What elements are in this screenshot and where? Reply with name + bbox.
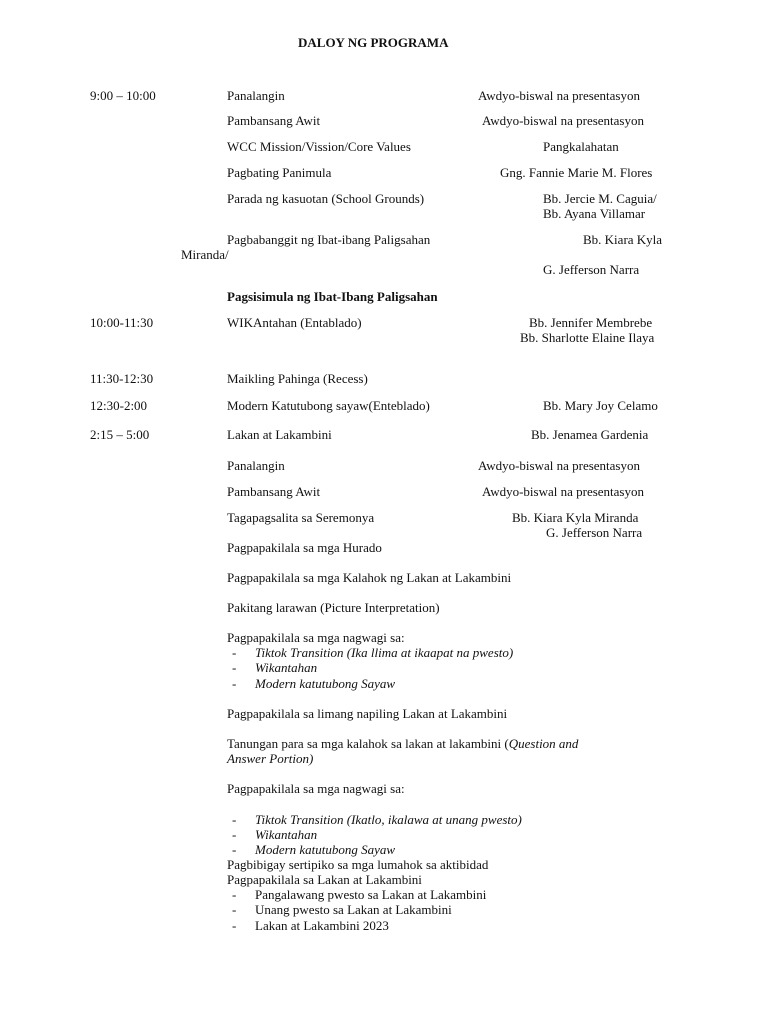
event-person: Pangkalahatan: [543, 139, 619, 154]
event-name: Pagbabanggit ng Ibat-ibang Paligsahan: [227, 232, 431, 247]
list-bullet: -: [232, 676, 237, 691]
list-bullet: -: [232, 645, 237, 660]
event-name: Maikling Pahinga (Recess): [227, 371, 368, 386]
program-item: Pagpapakilala sa limang napiling Lakan at Lakambini: [227, 706, 508, 721]
list-item: Wikantahan: [255, 827, 318, 842]
program-item: Pagpapakilala sa Lakan at Lakambini: [227, 872, 422, 887]
program-item-cont: Answer Portion): [227, 751, 314, 766]
event-person: Bb. Jenamea Gardenia: [531, 427, 649, 442]
program-item-italic: Question and: [508, 736, 579, 751]
list-bullet: -: [232, 842, 237, 857]
event-person: Bb. Ayana Villamar: [543, 206, 646, 221]
event-person: Bb. Sharlotte Elaine Ilaya: [520, 330, 655, 345]
list-item: Tiktok Transition (Ikatlo, ikalawa at unang pwesto): [255, 812, 522, 827]
section-heading: Pagsisimula ng Ibat-Ibang Paligsahan: [227, 289, 438, 304]
list-item: Tiktok Transition (Ika llima at ikaapat na pwesto): [255, 645, 514, 660]
program-item-text: Tanungan para sa mga kalahok sa lakan at lakambini (: [227, 736, 509, 751]
list-item: Modern katutubong Sayaw: [255, 842, 396, 857]
time-slot: 12:30-2:00: [90, 398, 148, 413]
program-item: Pagpapakilala sa mga nagwagi sa:: [227, 630, 405, 645]
page-title: DALOY NG PROGRAMA: [298, 35, 449, 50]
event-person: Awdyo-biswal na presentasyon: [482, 484, 644, 499]
list-bullet: -: [232, 812, 237, 827]
event-name: WCC Mission/Vission/Core Values: [227, 139, 411, 154]
list-bullet: -: [232, 827, 237, 842]
event-name: Panalangin: [227, 88, 285, 103]
time-slot: 11:30-12:30: [90, 371, 154, 386]
event-name: Lakan at Lakambini: [227, 427, 332, 442]
event-name: Modern Katutubong sayaw(Enteblado): [227, 398, 430, 413]
program-item: Pagpapakilala sa mga Kalahok ng Lakan at Lakambini: [227, 570, 512, 585]
program-item: [227, 736, 578, 751]
event-person: Bb. Mary Joy Celamo: [543, 398, 658, 413]
event-name: Tagapagsalita sa Seremonya: [227, 510, 375, 525]
time-slot: 9:00 – 10:00: [90, 88, 156, 103]
time-slot: 2:15 – 5:00: [90, 427, 150, 442]
event-person: Awdyo-biswal na presentasyon: [478, 458, 640, 473]
program-item: Pagpapakilala sa mga nagwagi sa:: [227, 781, 405, 796]
program-item: Pakitang larawan (Picture Interpretation): [227, 600, 440, 615]
list-bullet: -: [232, 918, 237, 933]
event-name: Pagbating Panimula: [227, 165, 332, 180]
program-item: Pagbibigay sertipiko sa mga lumahok sa aktibidad: [227, 857, 489, 872]
event-person: Bb. Kiara Kyla Miranda: [512, 510, 639, 525]
event-name: Pambansang Awit: [227, 484, 321, 499]
event-name: Panalangin: [227, 458, 285, 473]
event-name: Parada ng kasuotan (School Grounds): [227, 191, 425, 206]
event-person: Bb. Jennifer Membrebe: [529, 315, 653, 330]
event-person: Bb. Jercie M. Caguia/: [543, 191, 657, 206]
event-person: G. Jefferson Narra: [546, 525, 643, 540]
event-person: Awdyo-biswal na presentasyon: [482, 113, 644, 128]
event-person: G. Jefferson Narra: [543, 262, 640, 277]
event-person: Gng. Fannie Marie M. Flores: [500, 165, 653, 180]
list-bullet: -: [232, 887, 237, 902]
event-person-wrap: Miranda/: [181, 247, 229, 262]
list-item: Unang pwesto sa Lakan at Lakambini: [255, 902, 452, 917]
list-item: Pangalawang pwesto sa Lakan at Lakambini: [255, 887, 487, 902]
event-name: Pambansang Awit: [227, 113, 321, 128]
event-person: Awdyo-biswal na presentasyon: [478, 88, 640, 103]
time-slot: 10:00-11:30: [90, 315, 154, 330]
program-item: Pagpapakilala sa mga Hurado: [227, 540, 382, 555]
list-bullet: -: [232, 902, 237, 917]
event-person: Bb. Kiara Kyla: [583, 232, 663, 247]
list-item: Modern katutubong Sayaw: [255, 676, 396, 691]
list-item: Lakan at Lakambini 2023: [255, 918, 389, 933]
list-item: Wikantahan: [255, 660, 318, 675]
list-bullet: -: [232, 660, 237, 675]
event-name: WIKAntahan (Entablado): [227, 315, 362, 330]
